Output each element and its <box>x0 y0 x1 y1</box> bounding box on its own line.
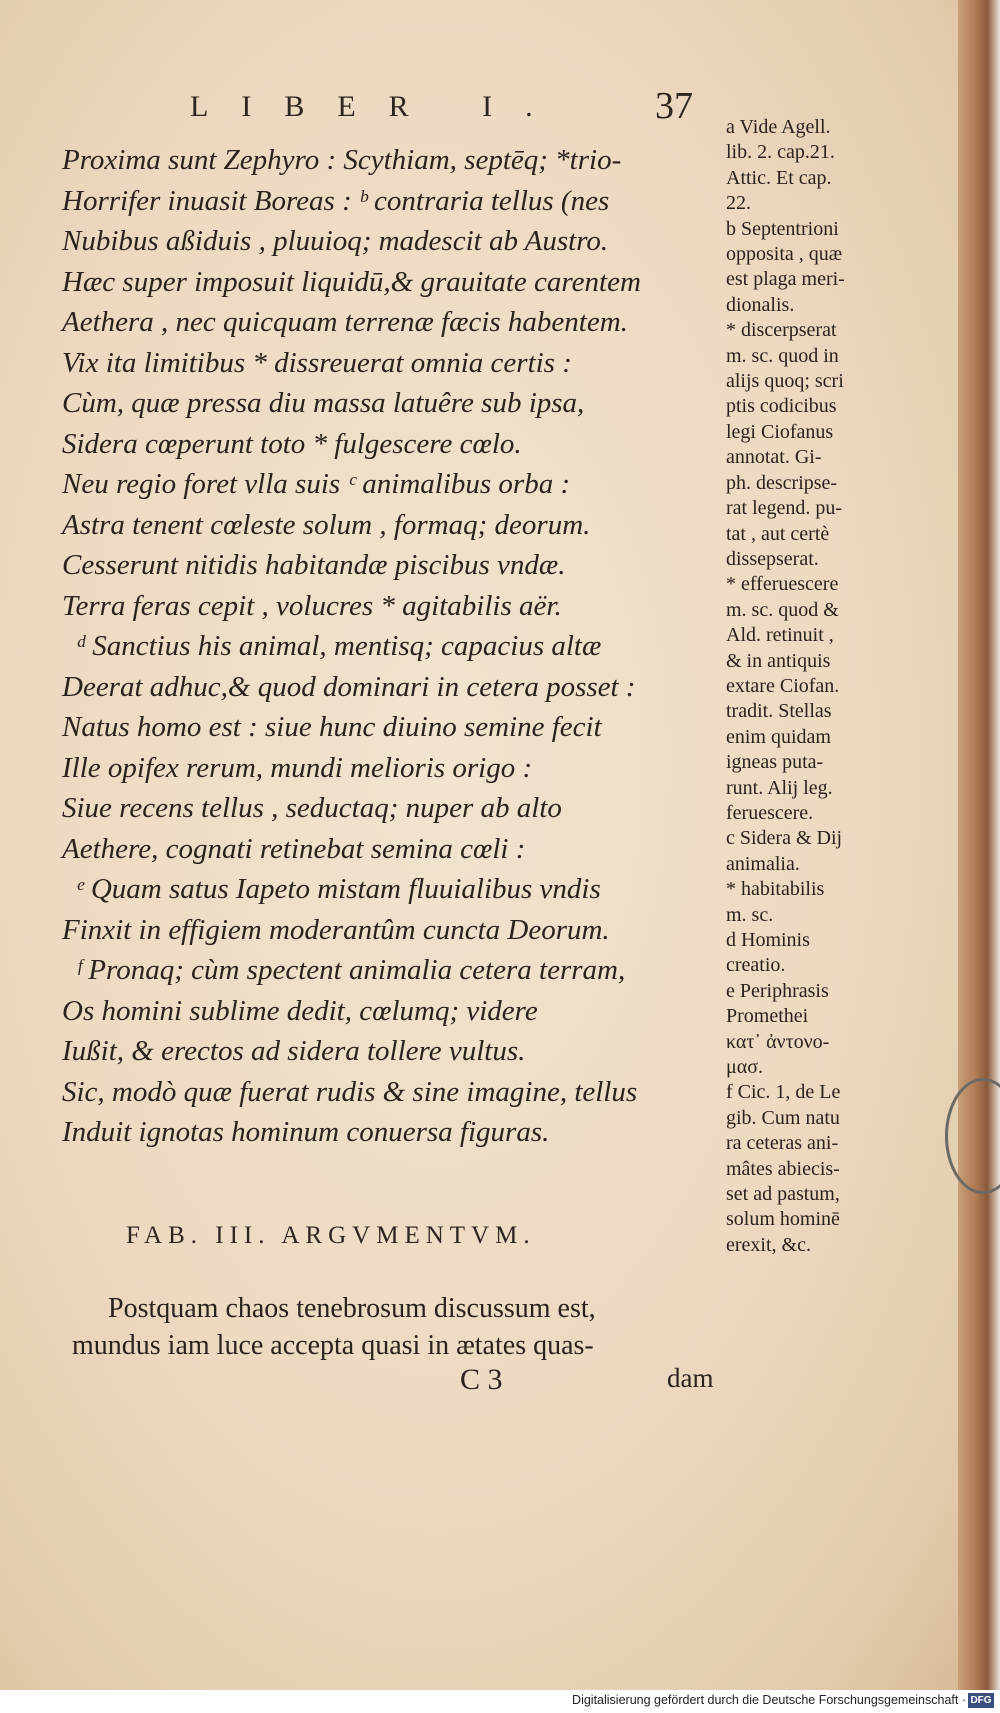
verse-line: Hæc super imposuit liquidū,& grauitate carentem <box>62 265 641 298</box>
note-line: ptis codicibus <box>726 395 837 418</box>
verse-line: Cesserunt nitidis habitandæ piscibus vndæ. <box>62 549 566 581</box>
prose-line: Postquam chaos tenebrosum discussum est, <box>108 1293 596 1324</box>
verse-line: ᶠ Pronaq; cùm spectent animalia cetera terram, <box>76 954 626 986</box>
verse-line: Horrifer inuasit Boreas : ᵇ contraria tellus (nes <box>62 184 610 217</box>
verse-line: ᵈ Sanctius his animal, mentisq; capacius altæ <box>76 630 602 662</box>
note-line: κατ᾽ ἀντονο- <box>726 1030 830 1053</box>
note-line: creatio. <box>726 954 786 977</box>
verse-line: ᵉ Quam satus Iapeto mistam fluuialibus vndis <box>76 873 601 905</box>
note-line: igneas puta- <box>726 751 824 774</box>
verse-line: Siue recens tellus , seductaq; nuper ab alto <box>62 792 562 824</box>
note-line: * efferuescere <box>726 573 839 596</box>
note-line: tradit. Stellas <box>726 700 832 723</box>
note-line: c Sidera & Dij <box>726 827 843 850</box>
verse-line: Cùm, quæ pressa diu massa latuêre sub ipsa, <box>62 387 585 419</box>
marginal-notes <box>726 115 898 1258</box>
note-line: 22. <box>726 192 751 215</box>
note-line: animalia. <box>726 852 800 875</box>
note-line: erexit, &c. <box>726 1233 811 1256</box>
note-line: Attic. Et cap. <box>726 166 832 189</box>
verse-line: Aethera , nec quicquam terrenæ fæcis habentem. <box>62 306 628 338</box>
note-line: runt. Alij leg. <box>726 776 833 799</box>
note-line: legi Ciofanus <box>726 420 834 443</box>
note-line: ra ceteras ani- <box>726 1132 839 1155</box>
note-line: feruescere. <box>726 801 814 824</box>
note-line: m. sc. <box>726 903 774 926</box>
verse-line: Finxit in effigiem moderantûm cuncta Deorum. <box>62 913 610 946</box>
note-line: lib. 2. cap.21. <box>726 141 835 164</box>
note-line: d Hominis <box>726 929 810 951</box>
verse-line: Astra tenent cœleste solum , formaq; deorum. <box>62 508 591 541</box>
footer-bar <box>0 1690 1000 1713</box>
note-line: extare Ciofan. <box>726 674 840 697</box>
verse-line: Proxima sunt Zephyro : Scythiam, septēq; *trio- <box>62 144 622 176</box>
note-line: tat , aut certè <box>726 522 830 545</box>
note-line: * habitabilis <box>726 878 825 901</box>
note-line: rat legend. pu- <box>726 497 843 520</box>
verse-line: Iußit, & erectos ad sidera tollere vultus. <box>62 1035 526 1067</box>
note-line: m. sc. quod in <box>726 344 839 367</box>
prose-line: mundus iam luce accepta quasi in ætates quas- <box>72 1330 594 1361</box>
note-line: ph. descripse- <box>726 471 838 494</box>
verse-line: Aethere, cognati retinebat semina cœli : <box>62 832 526 865</box>
note-line: b Septentrioni <box>726 217 839 240</box>
book-edge <box>958 0 1000 1690</box>
note-line: mâtes abiecis- <box>726 1157 840 1180</box>
page-number: 37 <box>655 85 693 127</box>
poem-text <box>62 140 732 1153</box>
note-line: m. sc. quod & <box>726 598 839 621</box>
note-line: a Vide Agell. <box>726 116 831 138</box>
note-line: est plaga meri- <box>726 268 845 291</box>
note-line: & in antiquis <box>726 649 831 672</box>
verse-line: Neu regio foret vlla suis ᶜ animalibus orba : <box>62 468 571 500</box>
note-line: annotat. Gi- <box>726 446 822 469</box>
note-line: Promethei <box>726 1005 809 1028</box>
note-line: dionalis. <box>726 293 795 316</box>
section-heading: FAB. III. ARGVMENTVM. <box>126 1222 536 1249</box>
funding-notice: Digitalisierung gefördert durch die Deutsche Forschungsgemeinschaft · <box>572 1693 966 1707</box>
verse-line: Terra feras cepit , volucres * agitabilis aër. <box>62 589 562 622</box>
note-line: alijs quoq; scri <box>726 370 844 393</box>
verse-line: Sidera cœperunt toto * fulgescere cœlo. <box>62 427 522 460</box>
note-line: * discerpserat <box>726 319 837 342</box>
note-line: gib. Cum natu <box>726 1106 840 1129</box>
note-line: Ald. retinuit , <box>726 624 834 647</box>
dfg-logo: DFG <box>968 1693 994 1708</box>
note-line: enim quidam <box>726 725 831 748</box>
signature-mark: C 3 <box>460 1363 503 1396</box>
verse-line: Induit ignotas hominum conuersa figuras. <box>62 1116 550 1148</box>
note-line: e Periphrasis <box>726 979 829 1002</box>
note-line: f Cic. 1, de Le <box>726 1081 841 1104</box>
verse-line: Ille opifex rerum, mundi melioris origo : <box>62 751 533 784</box>
verse-line: Os homini sublime dedit, cœlumq; videre <box>62 994 538 1027</box>
verse-line: Deerat adhuc,& quod dominari in cetera posset : <box>62 670 636 703</box>
verse-line: Vix ita limitibus * dissreuerat omnia certis : <box>62 346 572 379</box>
verse-line: Nubibus aßiduis , pluuioq; madescit ab Austro. <box>62 225 609 257</box>
note-line: set ad pastum, <box>726 1183 840 1206</box>
note-line: solum hominē <box>726 1208 840 1231</box>
argument-paragraph <box>72 1290 732 1364</box>
running-head: LIBER I. <box>190 90 566 123</box>
note-line: opposita , quæ <box>726 243 843 266</box>
verse-line: Sic, modò quæ fuerat rudis & sine imagine, tellus <box>62 1075 638 1108</box>
note-line: μασ. <box>726 1056 763 1079</box>
verse-line: Natus homo est : siue hunc diuino semine fecit <box>62 711 602 743</box>
catchword: dam <box>667 1363 714 1393</box>
note-line: dissepserat. <box>726 547 819 570</box>
